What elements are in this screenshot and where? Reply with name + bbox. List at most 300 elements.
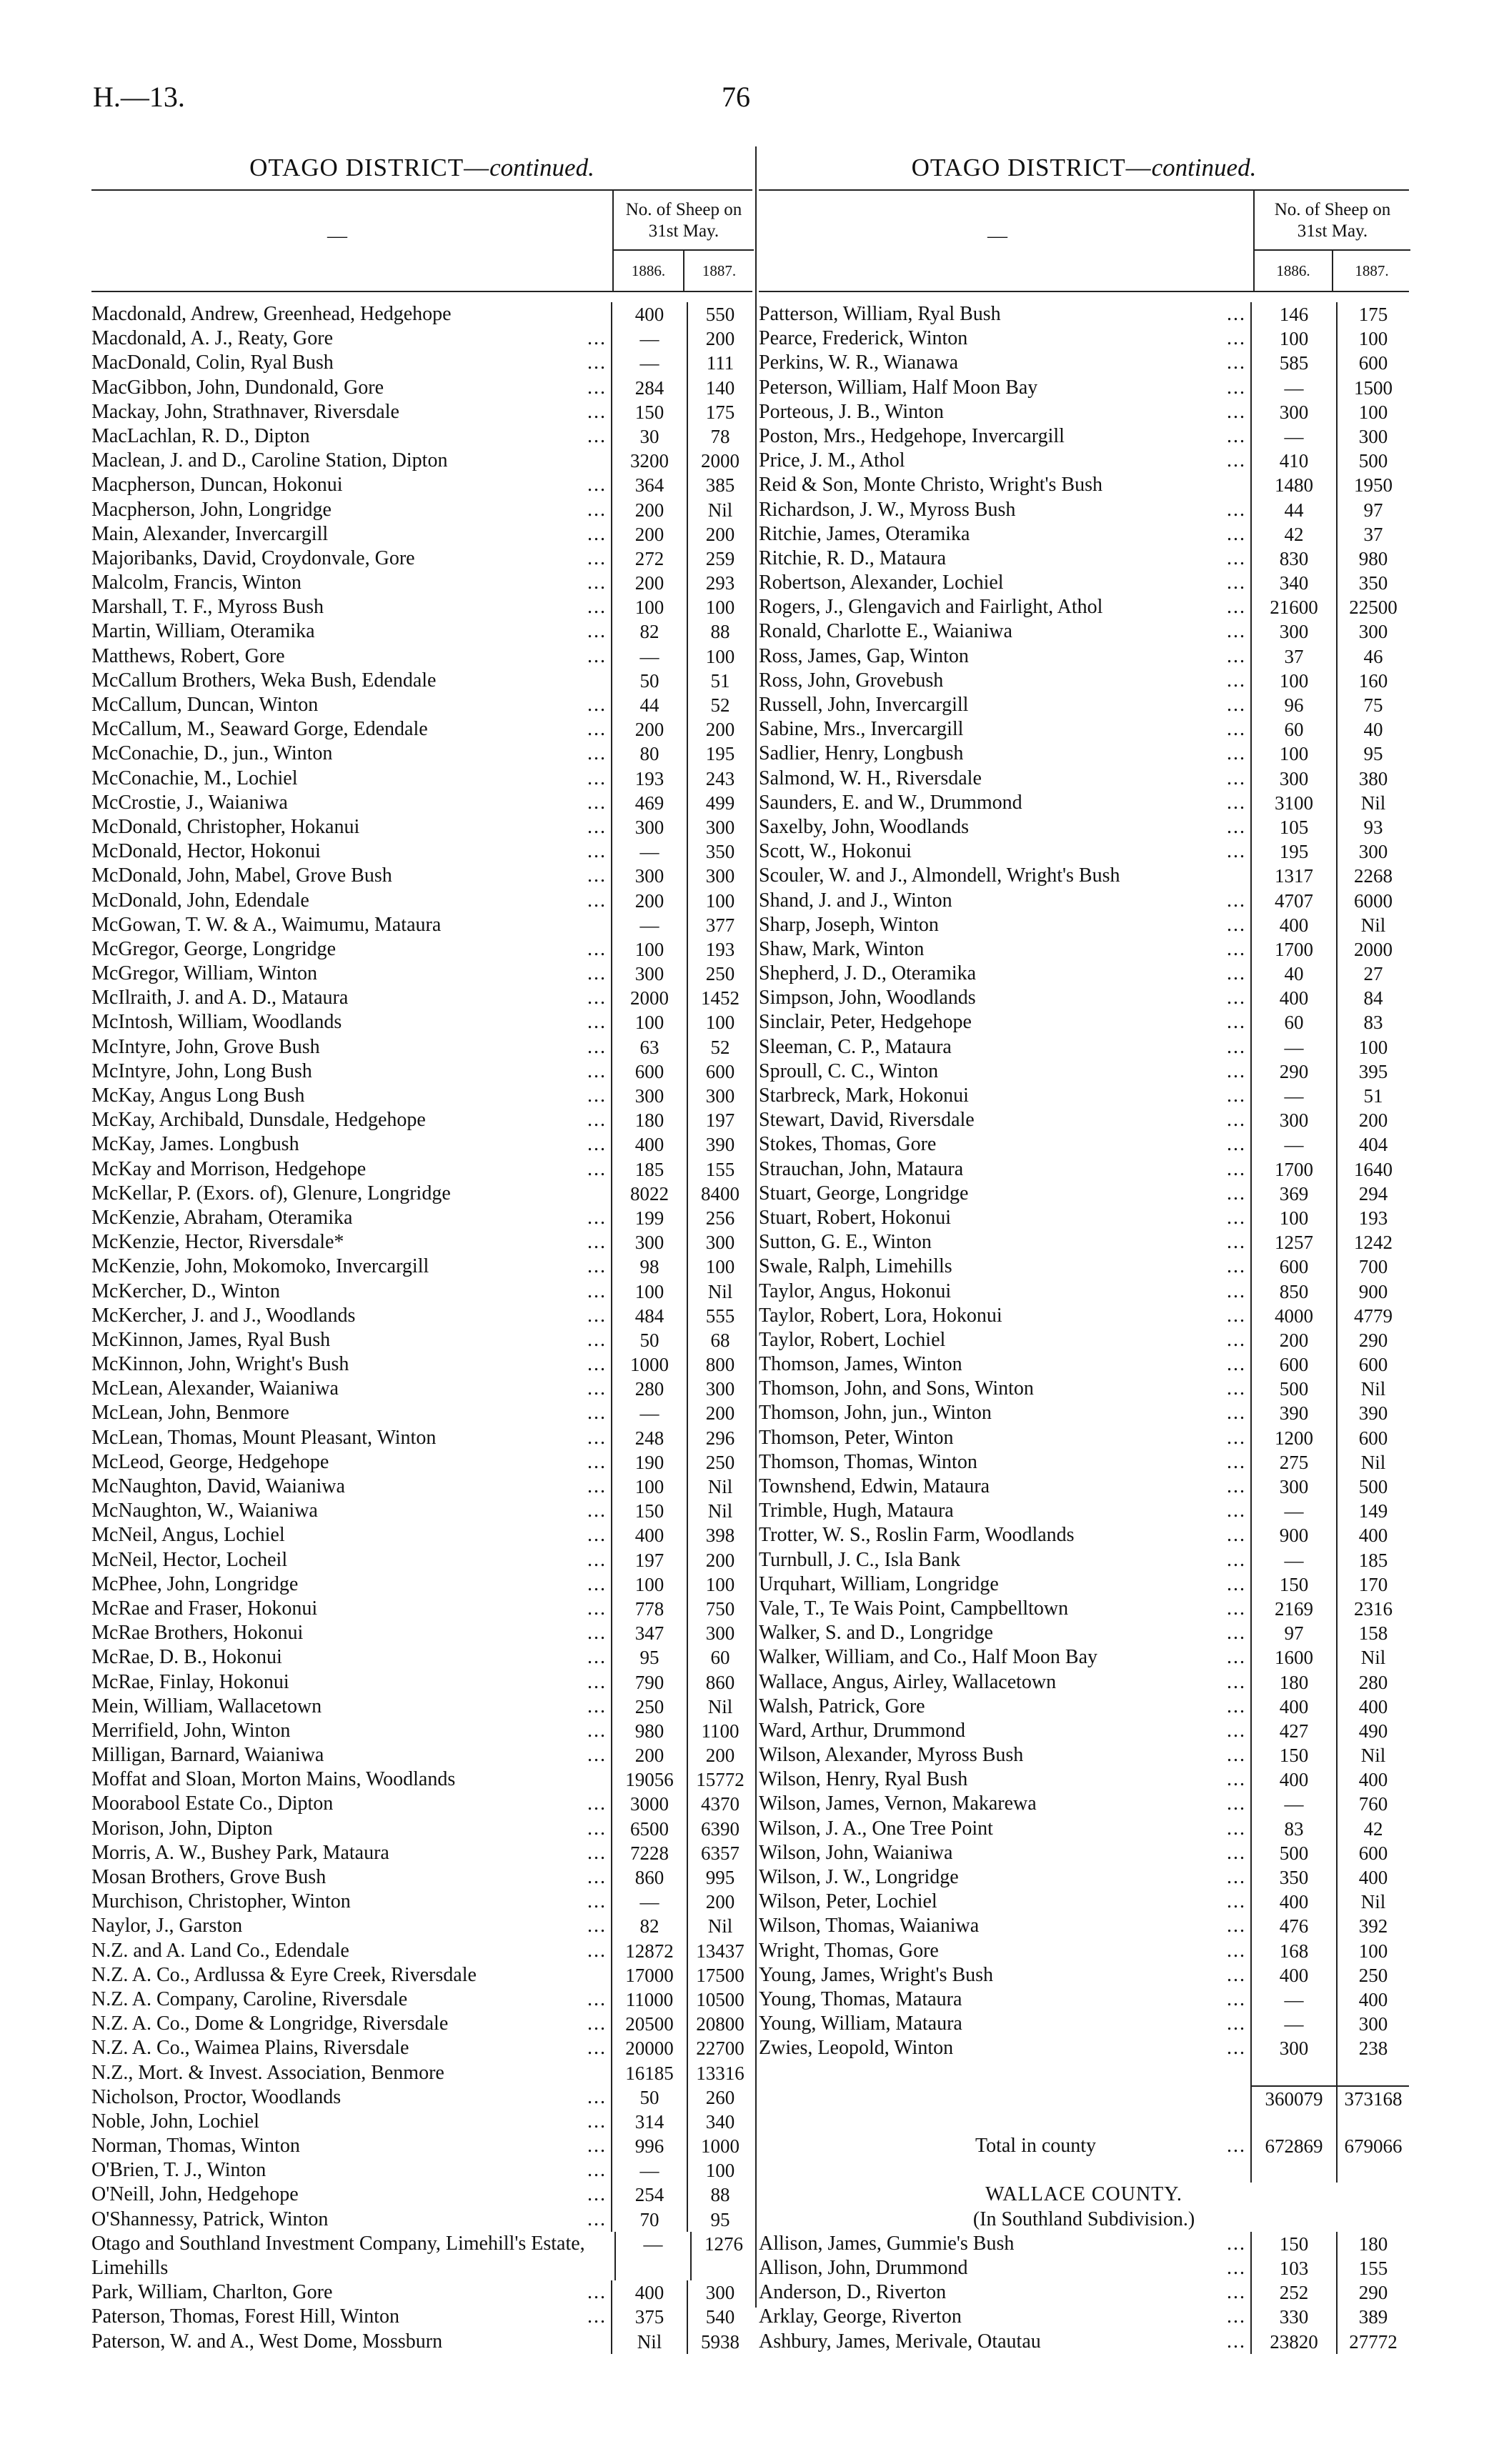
owner-name: Young, James, Wright's Bush — [759, 1963, 994, 1986]
sheep-1887: 1000 — [687, 2134, 752, 2158]
sheep-1887: 400 — [1336, 1987, 1409, 2012]
sheep-1886: 50 — [611, 669, 687, 693]
leader-dots: ... — [587, 1524, 607, 1547]
sheep-1887: 100 — [687, 1010, 752, 1034]
leader-dots: ... — [587, 2281, 607, 2304]
leader-dots: ... — [587, 1670, 607, 1693]
sheep-1886: 42 — [1250, 522, 1336, 547]
sheep-1887: 8400 — [687, 1182, 752, 1206]
sheep-1887: 20800 — [687, 2012, 752, 2036]
leader-dots: ... — [587, 1987, 607, 2010]
owner-name: Stewart, David, Riversdale — [759, 1109, 975, 1132]
table-row — [759, 473, 1409, 497]
sheep-1887: 200 — [687, 717, 752, 742]
sheep-1886: 146 — [1250, 302, 1336, 326]
table-row — [91, 424, 752, 449]
owner-name: Merrifield, John, Winton — [91, 1719, 291, 1742]
owner-name: Perkins, W. R., Wianawa — [759, 351, 959, 374]
sheep-1886: 50 — [611, 2085, 687, 2110]
sheep-1887: 300 — [687, 1621, 752, 1645]
owner-name: N.Z. A. Co., Ardlussa & Eyre Creek, Riversdale — [91, 1963, 477, 1986]
leader-dots: ... — [587, 1817, 607, 1840]
sheep-1886: 254 — [611, 2183, 687, 2207]
sheep-1887: 100 — [1336, 400, 1409, 424]
continued-label: continued. — [489, 154, 594, 181]
sheep-1886: 314 — [611, 2110, 687, 2134]
table-row — [91, 1084, 752, 1108]
table-row — [759, 693, 1409, 717]
table-row — [91, 1010, 752, 1034]
table-row — [91, 1719, 752, 1743]
owner-name: Trimble, Hugh, Mataura — [759, 1500, 954, 1522]
spacer-row — [759, 2158, 1409, 2183]
sheep-1886: 23820 — [1250, 2330, 1336, 2354]
sheep-1886: 200 — [611, 498, 687, 522]
sheep-1886: 105 — [1250, 815, 1336, 839]
owner-name: McKay, Archibald, Dunsdale, Hedgehope — [91, 1109, 426, 1132]
owner-name: Price, J. M., Athol — [759, 449, 905, 472]
sheep-1886: 248 — [611, 1426, 687, 1450]
leader-dots: ... — [1227, 1597, 1246, 1620]
leader-dots: ... — [587, 1377, 607, 1400]
table-row — [91, 644, 752, 669]
owner-name: McDonald, Christopher, Hokanui — [91, 815, 360, 838]
table-row — [91, 962, 752, 986]
sheep-1886: 200 — [1250, 1328, 1336, 1352]
leader-dots: ... — [587, 1426, 607, 1449]
sheep-1886: 1700 — [1250, 1157, 1336, 1182]
sheep-1887: 2000 — [687, 449, 752, 473]
sheep-1886: — — [611, 351, 687, 375]
sheep-1886: 150 — [1250, 1743, 1336, 1767]
owner-name: Rogers, J., Glengavich and Fairlight, Athol — [759, 596, 1103, 619]
sheep-1886: 364 — [611, 473, 687, 497]
leader-dots: ... — [1227, 1841, 1246, 1864]
sheep-1887: 180 — [1336, 2232, 1409, 2256]
leader-dots: ... — [1227, 1059, 1246, 1082]
sheep-1887: 52 — [687, 1035, 752, 1059]
table-row — [91, 351, 752, 375]
subtotal-1887: 373168 — [1336, 2085, 1409, 2110]
owner-name: Park, William, Charlton, Gore — [91, 2281, 333, 2304]
sheep-1887: 170 — [1336, 1572, 1409, 1597]
leader-dots: ... — [587, 424, 607, 447]
sheep-1887: Nil — [687, 498, 752, 522]
table-row — [759, 2280, 1409, 2305]
table-row — [91, 2330, 752, 2354]
sheep-1886: 60 — [1250, 717, 1336, 742]
leader-dots: ... — [1227, 1915, 1246, 1937]
table-row — [759, 1255, 1409, 1279]
sheep-1886: 980 — [611, 1719, 687, 1743]
leader-dots: ... — [587, 596, 607, 619]
sheep-1886: — — [611, 913, 687, 937]
owner-name: Mosan Brothers, Grove Bush — [91, 1866, 327, 1888]
table-row — [759, 1523, 1409, 1547]
table-row — [759, 1206, 1409, 1230]
owner-name: McKercher, J. and J., Woodlands — [91, 1304, 356, 1327]
table-row — [91, 1645, 752, 1670]
owner-name: Saunders, E. and W., Drummond — [759, 791, 1022, 814]
sheep-1887: 6357 — [687, 1841, 752, 1865]
sheep-1887: 52 — [687, 693, 752, 717]
owner-name: McNaughton, W., Waianiwa — [91, 1500, 318, 1522]
sheep-1887: Nil — [687, 1280, 752, 1304]
left-table-body — [91, 302, 752, 2354]
owner-name: Pearce, Frederick, Winton — [759, 327, 968, 350]
table-row — [91, 913, 752, 937]
owner-name: Arklay, George, Riverton — [759, 2305, 962, 2328]
sheep-1887: 1640 — [1336, 1157, 1409, 1182]
sheep-1886: 200 — [611, 717, 687, 742]
header-line-1: No. of Sheep on — [625, 200, 742, 219]
sheep-1886: 600 — [1250, 1352, 1336, 1377]
owner-name: McDonald, John, Mabel, Grove Bush — [91, 864, 392, 887]
table-row — [91, 1939, 752, 1963]
leader-dots: ... — [1227, 718, 1246, 741]
table-row — [759, 986, 1409, 1010]
table-row — [759, 1719, 1409, 1743]
leader-dots: ... — [1227, 572, 1246, 594]
leader-dots: ... — [1227, 1280, 1246, 1302]
table-row — [759, 1450, 1409, 1475]
sheep-1887: 22700 — [687, 2036, 752, 2060]
owner-name: Sleeman, C. P., Mataura — [759, 1035, 952, 1058]
table-row — [91, 498, 752, 522]
owner-name: McDonald, John, Edendale — [91, 889, 309, 912]
sheep-1886: 369 — [1250, 1182, 1336, 1206]
table-row — [759, 424, 1409, 449]
table-row — [91, 619, 752, 644]
table-row — [91, 1059, 752, 1084]
owner-name: Zwies, Leopold, Winton — [759, 2037, 954, 2060]
owner-name: N.Z. and A. Land Co., Edendale — [91, 1939, 349, 1962]
leader-dots: ... — [587, 1646, 607, 1669]
owner-name: Wright, Thomas, Gore — [759, 1939, 939, 1962]
owner-name: McIntyre, John, Grove Bush — [91, 1035, 320, 1058]
owner-name: Trotter, W. S., Roslin Farm, Woodlands — [759, 1524, 1075, 1547]
leader-dots: ... — [1227, 1475, 1246, 1497]
leader-dots — [436, 669, 611, 693]
sheep-1887: 100 — [687, 644, 752, 669]
sheep-1887: 390 — [1336, 1401, 1409, 1425]
owner-name: Taylor, Robert, Lora, Hokonui — [759, 1304, 1002, 1327]
leader-dots: ... — [587, 791, 607, 814]
sheep-1886: 200 — [611, 571, 687, 595]
leader-dots: ... — [587, 1059, 607, 1082]
leader-dots: ... — [1227, 791, 1246, 814]
owner-name: McIlraith, J. and A. D., Mataura — [91, 987, 349, 1009]
owner-name: Paterson, W. and A., West Dome, Mossburn — [91, 2330, 443, 2353]
leader-dots: ... — [1227, 400, 1246, 423]
sheep-1886: 275 — [1250, 1450, 1336, 1475]
owner-name: N.Z., Mort. & Invest. Association, Benmore — [91, 2061, 444, 2084]
sheep-1887: 296 — [687, 1426, 752, 1450]
sheep-1886: 97 — [1250, 1621, 1336, 1645]
leader-dots: ... — [587, 572, 607, 594]
sheep-1887: 995 — [687, 1865, 752, 1890]
sheep-1887: 200 — [687, 1548, 752, 1572]
sheep-1886: 778 — [611, 1597, 687, 1621]
leader-dots: ... — [1227, 1963, 1246, 1986]
sheep-1887: 195 — [687, 742, 752, 766]
leader-dots: ... — [1227, 1426, 1246, 1449]
table-row — [91, 1426, 752, 1450]
leader-dots: ... — [1227, 449, 1246, 472]
sheep-1886: — — [611, 1401, 687, 1425]
owner-name: Anderson, D., Riverton — [759, 2281, 947, 2304]
table-row — [759, 522, 1409, 547]
leader-dots: ... — [587, 1475, 607, 1497]
owner-name: Ward, Arthur, Drummond — [759, 1719, 966, 1742]
sheep-1886: 12872 — [611, 1939, 687, 1963]
owner-name: Thomson, Thomas, Winton — [759, 1450, 977, 1473]
owner-name: Sutton, G. E., Winton — [759, 1231, 932, 1254]
owner-name: Walker, S. and D., Longridge — [759, 1622, 993, 1645]
leader-dots: ... — [1227, 644, 1246, 667]
sheep-1887: 392 — [1336, 1914, 1409, 1938]
owner-name: Young, Thomas, Mataura — [759, 1987, 962, 2010]
sheep-1887: 100 — [687, 1572, 752, 1597]
sheep-1887: 980 — [1336, 547, 1409, 571]
leader-dots — [1120, 864, 1250, 888]
sheep-1887: 95 — [1336, 742, 1409, 766]
owner-name: Otago and Southland Investment Company, Limehill's Estate, Limehills — [91, 2232, 585, 2280]
sheep-1887: 1100 — [687, 1719, 752, 1743]
sheep-count-header — [612, 191, 754, 291]
year-1886: 1886. — [1255, 251, 1333, 291]
sheep-1886: — — [611, 2158, 687, 2183]
sheep-1886: 199 — [611, 1206, 687, 1230]
table-row — [91, 669, 752, 693]
owner-name: Ross, John, Grovebush — [759, 669, 944, 692]
sheep-1887: 760 — [1336, 1792, 1409, 1816]
table-row — [759, 1108, 1409, 1132]
table-row — [91, 326, 752, 351]
sheep-1887: 193 — [687, 937, 752, 962]
sheep-1886: 3100 — [1250, 791, 1336, 815]
sheep-1887: 84 — [1336, 986, 1409, 1010]
owner-name: Murchison, Christopher, Winton — [91, 1890, 351, 1913]
leader-dots: ... — [1227, 1328, 1246, 1351]
sheep-1887: 100 — [1336, 1939, 1409, 1963]
table-row — [91, 937, 752, 962]
owner-name: Wilson, Henry, Ryal Bush — [759, 1768, 968, 1791]
owner-name: McGowan, T. W. & A., Waimumu, Mataura — [91, 913, 442, 936]
sheep-1887: 395 — [1336, 1059, 1409, 1084]
sheep-1887: Nil — [1336, 791, 1409, 815]
sheep-1887: 37 — [1336, 522, 1409, 547]
sheep-1887: 500 — [1336, 1475, 1409, 1499]
sheep-1886: 400 — [1250, 913, 1336, 937]
owner-name: Saxelby, John, Woodlands — [759, 815, 970, 838]
sheep-1887: Nil — [1336, 1450, 1409, 1475]
leader-dots: ... — [1227, 1035, 1246, 1058]
table-row — [759, 864, 1409, 888]
sheep-1886: 400 — [611, 2280, 687, 2305]
owner-name: Mackay, John, Strathnaver, Riversdale — [91, 400, 399, 423]
owner-name: McConachie, D., jun., Winton — [91, 742, 333, 765]
sheep-1886: 95 — [611, 1645, 687, 1670]
leader-dots: ... — [1227, 522, 1246, 545]
table-row — [759, 1157, 1409, 1182]
leader-dots: ... — [1227, 1402, 1246, 1425]
owner-name: Richardson, J. W., Myross Bush — [759, 498, 1016, 521]
table-row — [759, 1743, 1409, 1767]
sheep-1887: 5938 — [687, 2330, 752, 2354]
leader-dots: ... — [1227, 1500, 1246, 1522]
sheep-1886: 290 — [1250, 1059, 1336, 1084]
owner-name: McKay, Angus Long Bush — [91, 1084, 305, 1107]
leader-dots: ... — [587, 644, 607, 667]
sheep-1887: 499 — [687, 791, 752, 815]
leader-dots: ... — [587, 376, 607, 399]
sheep-1887: 250 — [1336, 1963, 1409, 1987]
leader-dots — [455, 1767, 611, 1792]
sheep-1887: 600 — [687, 1059, 752, 1084]
sheep-1887: 158 — [1336, 1621, 1409, 1645]
sheep-1886: 8022 — [611, 1182, 687, 1206]
header-line-2: 31st May. — [1297, 221, 1368, 241]
owner-name: Patterson, William, Ryal Bush — [759, 303, 1001, 325]
page-reference: H.—13. — [93, 81, 185, 113]
table-row — [91, 1280, 752, 1304]
sheep-1887: Nil — [687, 1695, 752, 1719]
table-row — [91, 839, 752, 864]
sheep-1886: 400 — [1250, 986, 1336, 1010]
table-row — [759, 2330, 1409, 2354]
table-row — [91, 2085, 752, 2110]
owner-name: Ritchie, James, Oteramika — [759, 522, 970, 545]
sheep-1886: 1317 — [1250, 864, 1336, 888]
table-row — [759, 815, 1409, 839]
owner-name: McNaughton, David, Waianiwa — [91, 1475, 345, 1497]
table-row — [759, 742, 1409, 766]
sheep-1886: — — [1250, 376, 1336, 400]
sheep-1887: Nil — [687, 1499, 752, 1523]
table-row — [759, 1939, 1409, 1963]
owner-name: McLean, John, Benmore — [91, 1402, 289, 1425]
sheep-1887: 300 — [1336, 839, 1409, 864]
sheep-1887: 350 — [687, 839, 752, 864]
leader-dots: ... — [1227, 2037, 1246, 2060]
table-row — [91, 1792, 752, 1816]
leader-dots: ... — [587, 1231, 607, 1254]
table-row — [91, 1182, 752, 1206]
owner-name: Peterson, William, Half Moon Bay — [759, 376, 1038, 399]
owner-name: Marshall, T. F., Myross Bush — [91, 596, 324, 619]
sheep-1886: 20500 — [611, 2012, 687, 2036]
owner-name: Matthews, Robert, Gore — [91, 644, 285, 667]
table-row — [91, 1377, 752, 1401]
leader-dots: ... — [587, 1084, 607, 1107]
table-row — [759, 644, 1409, 669]
sheep-1887: 88 — [687, 2183, 752, 2207]
district-title: OTAGO DISTRICT— — [911, 154, 1152, 181]
sheep-1886: 400 — [611, 302, 687, 326]
leader-dots: ... — [1227, 937, 1246, 960]
leader-dots: ... — [1227, 1304, 1246, 1327]
sheep-1886: 300 — [1250, 1475, 1336, 1499]
sheep-1887: Nil — [1336, 913, 1409, 937]
year-headers — [1255, 251, 1410, 291]
table-row — [91, 1548, 752, 1572]
sheep-1887: 350 — [1336, 571, 1409, 595]
leader-dots: ... — [587, 962, 607, 985]
leader-dots: ... — [587, 2159, 607, 2182]
table-row — [759, 1280, 1409, 1304]
page-number: 76 — [722, 81, 750, 113]
sheep-1887: 140 — [687, 376, 752, 400]
sheep-1887: 490 — [1336, 1719, 1409, 1743]
table-row — [759, 1132, 1409, 1157]
owner-name: Stokes, Thomas, Gore — [759, 1133, 937, 1156]
owner-name: Moorabool Estate Co., Dipton — [91, 1792, 334, 1815]
leader-dots: ... — [1227, 1206, 1246, 1229]
table-row — [759, 1475, 1409, 1499]
leader-dots: ... — [587, 2012, 607, 2035]
leader-dots: ... — [587, 351, 607, 374]
leader-dots: ... — [1227, 1353, 1246, 1376]
table-row — [91, 815, 752, 839]
table-row — [91, 1963, 752, 1987]
table-row — [759, 1645, 1409, 1670]
leader-dots: ... — [587, 1572, 607, 1595]
header-line-2: 31st May. — [648, 221, 719, 241]
owner-name: Scouler, W. and J., Almondell, Wright's Bush — [759, 864, 1120, 887]
leader-dots: ... — [1227, 1890, 1246, 1913]
sheep-1886: 1200 — [1250, 1426, 1336, 1450]
owner-name: McGregor, George, Longridge — [91, 937, 337, 960]
owner-name: McCallum Brothers, Weka Bush, Edendale — [91, 669, 437, 692]
table-row — [91, 767, 752, 791]
owner-name: Porteous, J. B., Winton — [759, 400, 944, 423]
leader-dots: ... — [1227, 1548, 1246, 1571]
leader-dots: ... — [587, 1255, 607, 1278]
sheep-1886: 17000 — [611, 1963, 687, 1987]
owner-name: Paterson, Thomas, Forest Hill, Winton — [91, 2305, 400, 2328]
table-row — [91, 1206, 752, 1230]
table-row — [91, 2110, 752, 2134]
table-row — [759, 1914, 1409, 1938]
sheep-1887: 93 — [1336, 815, 1409, 839]
table-row — [91, 1108, 752, 1132]
owner-name: MacDonald, Colin, Ryal Bush — [91, 351, 334, 374]
table-row — [759, 1767, 1409, 1792]
table-row — [759, 1035, 1409, 1059]
sheep-1886: 100 — [1250, 742, 1336, 766]
sheep-1887: 100 — [687, 1255, 752, 1279]
header-line-1: No. of Sheep on — [1274, 200, 1391, 219]
leader-dots — [444, 2061, 611, 2085]
sheep-1886: 100 — [1250, 326, 1336, 351]
owner-name: Wilson, J. W., Longridge — [759, 1866, 959, 1888]
header-dash: — — [987, 225, 1007, 247]
sheep-1887: 750 — [687, 1597, 752, 1621]
sheep-1887: 600 — [1336, 1426, 1409, 1450]
table-row — [759, 1059, 1409, 1084]
sheep-1887: 200 — [687, 1401, 752, 1425]
owner-name: Wilson, Peter, Lochiel — [759, 1890, 937, 1913]
table-row — [759, 2305, 1409, 2329]
sheep-1886: 3000 — [611, 1792, 687, 1816]
table-row — [91, 1621, 752, 1645]
sheep-1886: 150 — [611, 1499, 687, 1523]
sheep-1886: 600 — [611, 1059, 687, 1084]
leader-dots — [451, 1182, 611, 1206]
owner-name: Allison, John, Drummond — [759, 2257, 968, 2280]
sheep-1887: 600 — [1336, 1841, 1409, 1865]
